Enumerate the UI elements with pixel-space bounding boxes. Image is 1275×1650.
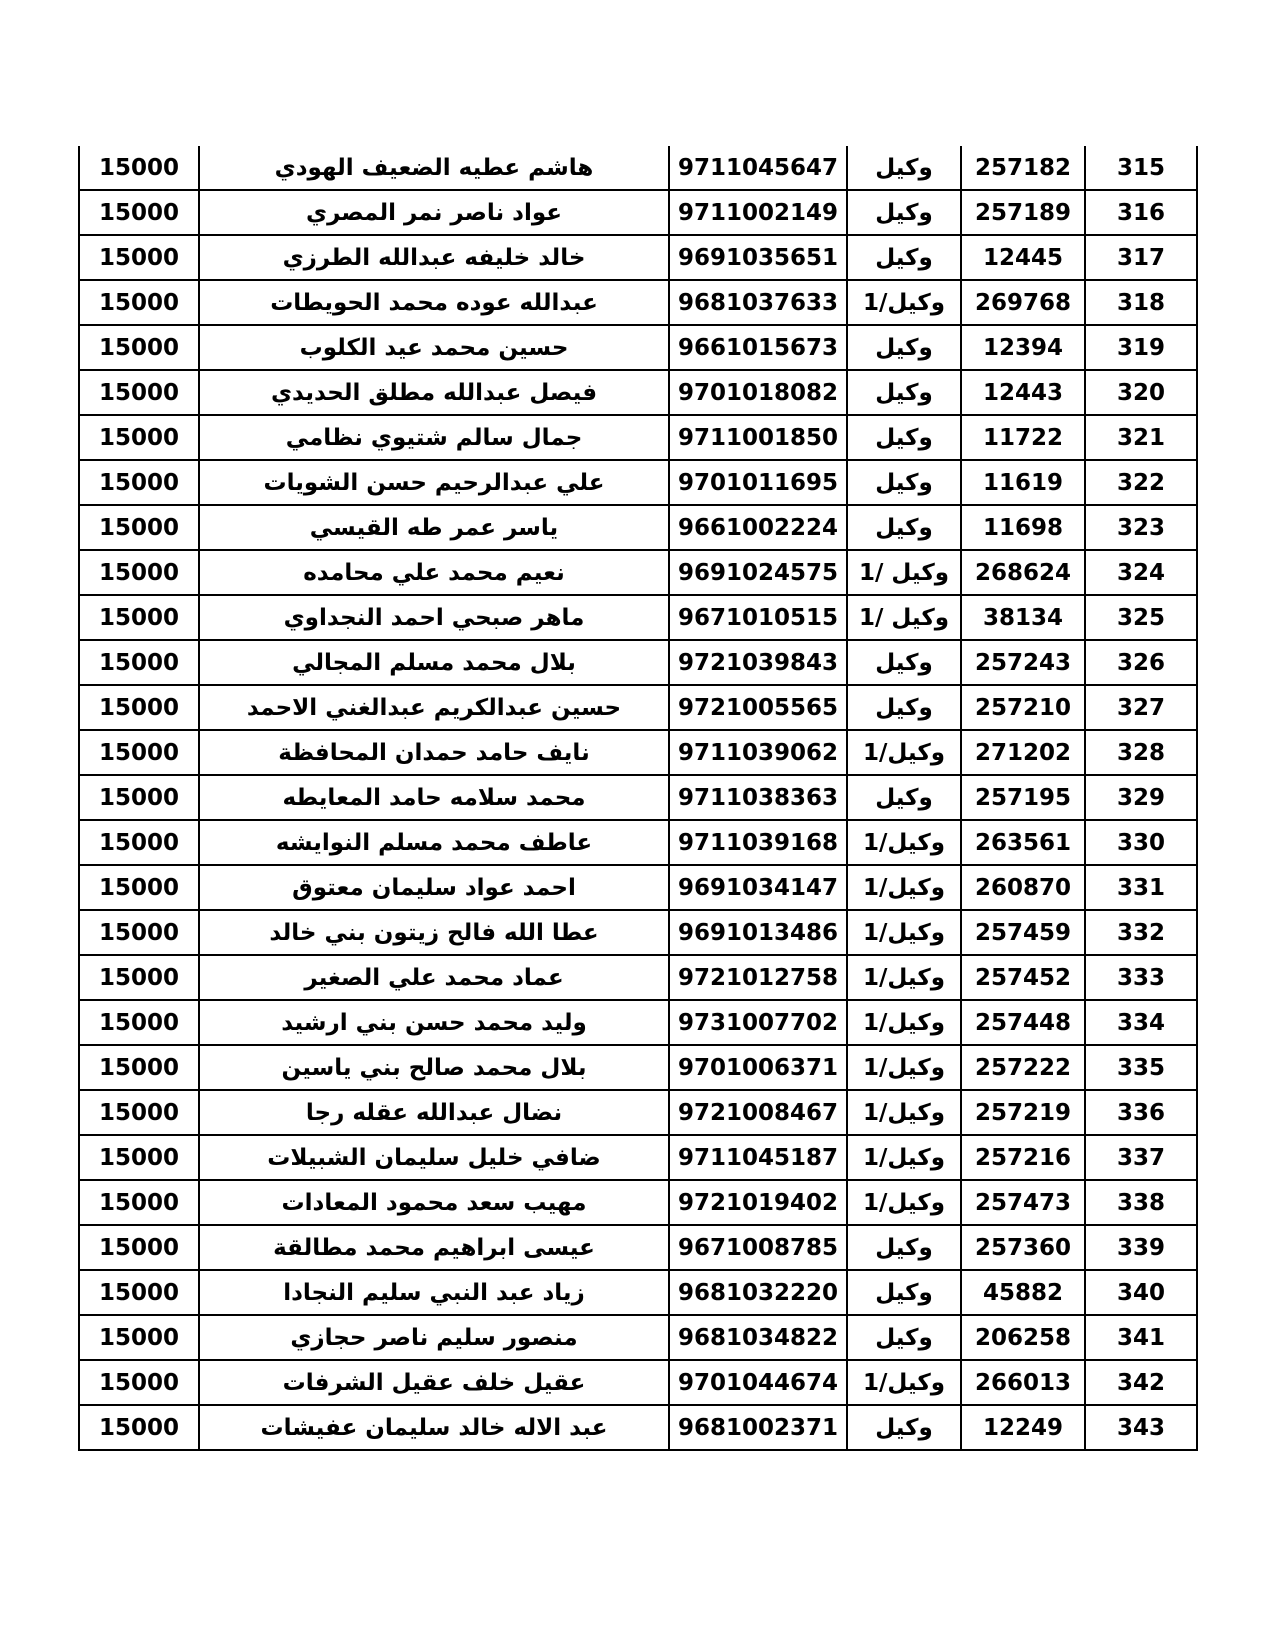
national-id-cell: 9721039843 xyxy=(669,640,847,685)
table-row xyxy=(79,775,1197,820)
type-cell: وكيل /1 xyxy=(847,550,961,595)
amount-cell: 15000 xyxy=(79,730,199,775)
table-row xyxy=(79,1090,1197,1135)
name-cell: عاطف محمد مسلم النوايشه xyxy=(199,820,669,865)
code-cell: 257182 xyxy=(961,146,1085,190)
name-cell: مهيب سعد محمود المعادات xyxy=(199,1180,669,1225)
sequence-cell: 324 xyxy=(1085,550,1197,595)
national-id-cell: 9701011695 xyxy=(669,460,847,505)
sequence-cell: 327 xyxy=(1085,685,1197,730)
sequence-cell: 328 xyxy=(1085,730,1197,775)
amount-cell: 15000 xyxy=(79,1045,199,1090)
type-cell: وكيل xyxy=(847,505,961,550)
code-cell: 271202 xyxy=(961,730,1085,775)
code-cell: 257216 xyxy=(961,1135,1085,1180)
type-cell: وكيل/1 xyxy=(847,1045,961,1090)
name-cell: زياد عبد النبي سليم النجادا xyxy=(199,1270,669,1315)
sequence-cell: 334 xyxy=(1085,1000,1197,1045)
type-cell: وكيل xyxy=(847,640,961,685)
table-row xyxy=(79,280,1197,325)
amount-cell: 15000 xyxy=(79,190,199,235)
amount-cell: 15000 xyxy=(79,1135,199,1180)
name-cell: حسين محمد عيد الكلوب xyxy=(199,325,669,370)
amount-cell: 15000 xyxy=(79,595,199,640)
code-cell: 263561 xyxy=(961,820,1085,865)
name-cell: محمد سلامه حامد المعايطه xyxy=(199,775,669,820)
national-id-cell: 9671010515 xyxy=(669,595,847,640)
national-id-cell: 9711045187 xyxy=(669,1135,847,1180)
sequence-cell: 317 xyxy=(1085,235,1197,280)
name-cell: علي عبدالرحيم حسن الشويات xyxy=(199,460,669,505)
national-id-cell: 9681032220 xyxy=(669,1270,847,1315)
amount-cell: 15000 xyxy=(79,415,199,460)
records-table xyxy=(78,146,1198,1451)
table-row xyxy=(79,1225,1197,1270)
table-row xyxy=(79,550,1197,595)
name-cell: وليد محمد حسن بني ارشيد xyxy=(199,1000,669,1045)
national-id-cell: 9711002149 xyxy=(669,190,847,235)
code-cell: 11722 xyxy=(961,415,1085,460)
amount-cell: 15000 xyxy=(79,146,199,190)
type-cell: وكيل/1 xyxy=(847,280,961,325)
type-cell: وكيل/1 xyxy=(847,730,961,775)
name-cell: عماد محمد علي الصغير xyxy=(199,955,669,1000)
code-cell: 12443 xyxy=(961,370,1085,415)
national-id-cell: 9661015673 xyxy=(669,325,847,370)
code-cell: 268624 xyxy=(961,550,1085,595)
national-id-cell: 9681034822 xyxy=(669,1315,847,1360)
table-row xyxy=(79,1000,1197,1045)
type-cell: وكيل xyxy=(847,1270,961,1315)
table-row xyxy=(79,955,1197,1000)
name-cell: عبد الاله خالد سليمان عفيشات xyxy=(199,1405,669,1450)
name-cell: ماهر صبحي احمد النجداوي xyxy=(199,595,669,640)
name-cell: فيصل عبدالله مطلق الحديدي xyxy=(199,370,669,415)
table-row xyxy=(79,190,1197,235)
amount-cell: 15000 xyxy=(79,370,199,415)
table-row xyxy=(79,505,1197,550)
amount-cell: 15000 xyxy=(79,550,199,595)
national-id-cell: 9701018082 xyxy=(669,370,847,415)
table-row xyxy=(79,1135,1197,1180)
code-cell: 257243 xyxy=(961,640,1085,685)
type-cell: وكيل/1 xyxy=(847,1000,961,1045)
table-row xyxy=(79,1315,1197,1360)
name-cell: نايف حامد حمدان المحافظة xyxy=(199,730,669,775)
code-cell: 12445 xyxy=(961,235,1085,280)
table-row xyxy=(79,685,1197,730)
type-cell: وكيل xyxy=(847,415,961,460)
national-id-cell: 9711039168 xyxy=(669,820,847,865)
code-cell: 12394 xyxy=(961,325,1085,370)
sequence-cell: 340 xyxy=(1085,1270,1197,1315)
sequence-cell: 333 xyxy=(1085,955,1197,1000)
name-cell: حسين عبدالكريم عبدالغني الاحمد xyxy=(199,685,669,730)
code-cell: 257189 xyxy=(961,190,1085,235)
name-cell: احمد عواد سليمان معتوق xyxy=(199,865,669,910)
sequence-cell: 336 xyxy=(1085,1090,1197,1135)
national-id-cell: 9721005565 xyxy=(669,685,847,730)
table-row xyxy=(79,235,1197,280)
name-cell: خالد خليفه عبدالله الطرزي xyxy=(199,235,669,280)
type-cell: وكيل xyxy=(847,190,961,235)
code-cell: 12249 xyxy=(961,1405,1085,1450)
table-row xyxy=(79,415,1197,460)
sequence-cell: 325 xyxy=(1085,595,1197,640)
amount-cell: 15000 xyxy=(79,280,199,325)
records-table-body xyxy=(79,146,1197,1450)
type-cell: وكيل/1 xyxy=(847,1180,961,1225)
table-row xyxy=(79,370,1197,415)
type-cell: وكيل/1 xyxy=(847,1360,961,1405)
national-id-cell: 9701044674 xyxy=(669,1360,847,1405)
table-row xyxy=(79,910,1197,955)
national-id-cell: 9671008785 xyxy=(669,1225,847,1270)
sequence-cell: 315 xyxy=(1085,146,1197,190)
name-cell: بلال محمد صالح بني ياسين xyxy=(199,1045,669,1090)
code-cell: 257452 xyxy=(961,955,1085,1000)
type-cell: وكيل xyxy=(847,1315,961,1360)
name-cell: ضافي خليل سليمان الشبيلات xyxy=(199,1135,669,1180)
name-cell: عطا الله فالح زيتون بني خالد xyxy=(199,910,669,955)
amount-cell: 15000 xyxy=(79,460,199,505)
sequence-cell: 316 xyxy=(1085,190,1197,235)
code-cell: 11698 xyxy=(961,505,1085,550)
type-cell: وكيل/1 xyxy=(847,1135,961,1180)
name-cell: عيسى ابراهيم محمد مطالقة xyxy=(199,1225,669,1270)
type-cell: وكيل/1 xyxy=(847,1090,961,1135)
sequence-cell: 323 xyxy=(1085,505,1197,550)
amount-cell: 15000 xyxy=(79,325,199,370)
sequence-cell: 319 xyxy=(1085,325,1197,370)
amount-cell: 15000 xyxy=(79,910,199,955)
table-row xyxy=(79,146,1197,190)
amount-cell: 15000 xyxy=(79,1090,199,1135)
sequence-cell: 335 xyxy=(1085,1045,1197,1090)
national-id-cell: 9691024575 xyxy=(669,550,847,595)
code-cell: 257222 xyxy=(961,1045,1085,1090)
name-cell: جمال سالم شتيوي نظامي xyxy=(199,415,669,460)
amount-cell: 15000 xyxy=(79,1225,199,1270)
national-id-cell: 9691013486 xyxy=(669,910,847,955)
type-cell: وكيل xyxy=(847,370,961,415)
type-cell: وكيل/1 xyxy=(847,910,961,955)
code-cell: 206258 xyxy=(961,1315,1085,1360)
name-cell: بلال محمد مسلم المجالي xyxy=(199,640,669,685)
code-cell: 45882 xyxy=(961,1270,1085,1315)
sequence-cell: 329 xyxy=(1085,775,1197,820)
sequence-cell: 321 xyxy=(1085,415,1197,460)
type-cell: وكيل xyxy=(847,325,961,370)
sequence-cell: 343 xyxy=(1085,1405,1197,1450)
national-id-cell: 9711039062 xyxy=(669,730,847,775)
code-cell: 257448 xyxy=(961,1000,1085,1045)
amount-cell: 15000 xyxy=(79,1270,199,1315)
national-id-cell: 9661002224 xyxy=(669,505,847,550)
amount-cell: 15000 xyxy=(79,775,199,820)
sequence-cell: 332 xyxy=(1085,910,1197,955)
type-cell: وكيل/1 xyxy=(847,955,961,1000)
type-cell: وكيل xyxy=(847,1405,961,1450)
sequence-cell: 318 xyxy=(1085,280,1197,325)
amount-cell: 15000 xyxy=(79,1000,199,1045)
type-cell: وكيل xyxy=(847,685,961,730)
sequence-cell: 330 xyxy=(1085,820,1197,865)
sequence-cell: 322 xyxy=(1085,460,1197,505)
amount-cell: 15000 xyxy=(79,820,199,865)
name-cell: عبدالله عوده محمد الحويطات xyxy=(199,280,669,325)
amount-cell: 15000 xyxy=(79,1180,199,1225)
national-id-cell: 9711038363 xyxy=(669,775,847,820)
sequence-cell: 320 xyxy=(1085,370,1197,415)
type-cell: وكيل/1 xyxy=(847,820,961,865)
amount-cell: 15000 xyxy=(79,235,199,280)
amount-cell: 15000 xyxy=(79,640,199,685)
amount-cell: 15000 xyxy=(79,955,199,1000)
name-cell: هاشم عطيه الضعيف الهودي xyxy=(199,146,669,190)
code-cell: 269768 xyxy=(961,280,1085,325)
table-row xyxy=(79,1360,1197,1405)
national-id-cell: 9681002371 xyxy=(669,1405,847,1450)
code-cell: 257473 xyxy=(961,1180,1085,1225)
table-row xyxy=(79,1270,1197,1315)
table-row xyxy=(79,1180,1197,1225)
name-cell: منصور سليم ناصر حجازي xyxy=(199,1315,669,1360)
table-row xyxy=(79,820,1197,865)
type-cell: وكيل xyxy=(847,235,961,280)
national-id-cell: 9721012758 xyxy=(669,955,847,1000)
national-id-cell: 9721019402 xyxy=(669,1180,847,1225)
type-cell: وكيل xyxy=(847,460,961,505)
national-id-cell: 9731007702 xyxy=(669,1000,847,1045)
sequence-cell: 338 xyxy=(1085,1180,1197,1225)
name-cell: ياسر عمر طه القيسي xyxy=(199,505,669,550)
type-cell: وكيل /1 xyxy=(847,595,961,640)
type-cell: وكيل xyxy=(847,775,961,820)
code-cell: 38134 xyxy=(961,595,1085,640)
code-cell: 257210 xyxy=(961,685,1085,730)
amount-cell: 15000 xyxy=(79,1315,199,1360)
amount-cell: 15000 xyxy=(79,685,199,730)
amount-cell: 15000 xyxy=(79,865,199,910)
sequence-cell: 331 xyxy=(1085,865,1197,910)
name-cell: عواد ناصر نمر المصري xyxy=(199,190,669,235)
sequence-cell: 341 xyxy=(1085,1315,1197,1360)
national-id-cell: 9721008467 xyxy=(669,1090,847,1135)
table-row xyxy=(79,325,1197,370)
type-cell: وكيل xyxy=(847,146,961,190)
code-cell: 266013 xyxy=(961,1360,1085,1405)
national-id-cell: 9691035651 xyxy=(669,235,847,280)
national-id-cell: 9711045647 xyxy=(669,146,847,190)
amount-cell: 15000 xyxy=(79,1405,199,1450)
national-id-cell: 9711001850 xyxy=(669,415,847,460)
table-row xyxy=(79,460,1197,505)
code-cell: 257459 xyxy=(961,910,1085,955)
code-cell: 260870 xyxy=(961,865,1085,910)
table-row xyxy=(79,1405,1197,1450)
sequence-cell: 342 xyxy=(1085,1360,1197,1405)
national-id-cell: 9701006371 xyxy=(669,1045,847,1090)
sequence-cell: 337 xyxy=(1085,1135,1197,1180)
code-cell: 257219 xyxy=(961,1090,1085,1135)
table-row xyxy=(79,1045,1197,1090)
type-cell: وكيل/1 xyxy=(847,865,961,910)
table-row xyxy=(79,730,1197,775)
code-cell: 257360 xyxy=(961,1225,1085,1270)
amount-cell: 15000 xyxy=(79,505,199,550)
name-cell: نضال عبدالله عقله رجا xyxy=(199,1090,669,1135)
national-id-cell: 9691034147 xyxy=(669,865,847,910)
name-cell: نعيم محمد علي محامده xyxy=(199,550,669,595)
type-cell: وكيل xyxy=(847,1225,961,1270)
code-cell: 11619 xyxy=(961,460,1085,505)
national-id-cell: 9681037633 xyxy=(669,280,847,325)
table-row xyxy=(79,595,1197,640)
sequence-cell: 339 xyxy=(1085,1225,1197,1270)
amount-cell: 15000 xyxy=(79,1360,199,1405)
table-row xyxy=(79,640,1197,685)
code-cell: 257195 xyxy=(961,775,1085,820)
table-row xyxy=(79,865,1197,910)
name-cell: عقيل خلف عقيل الشرفات xyxy=(199,1360,669,1405)
sequence-cell: 326 xyxy=(1085,640,1197,685)
